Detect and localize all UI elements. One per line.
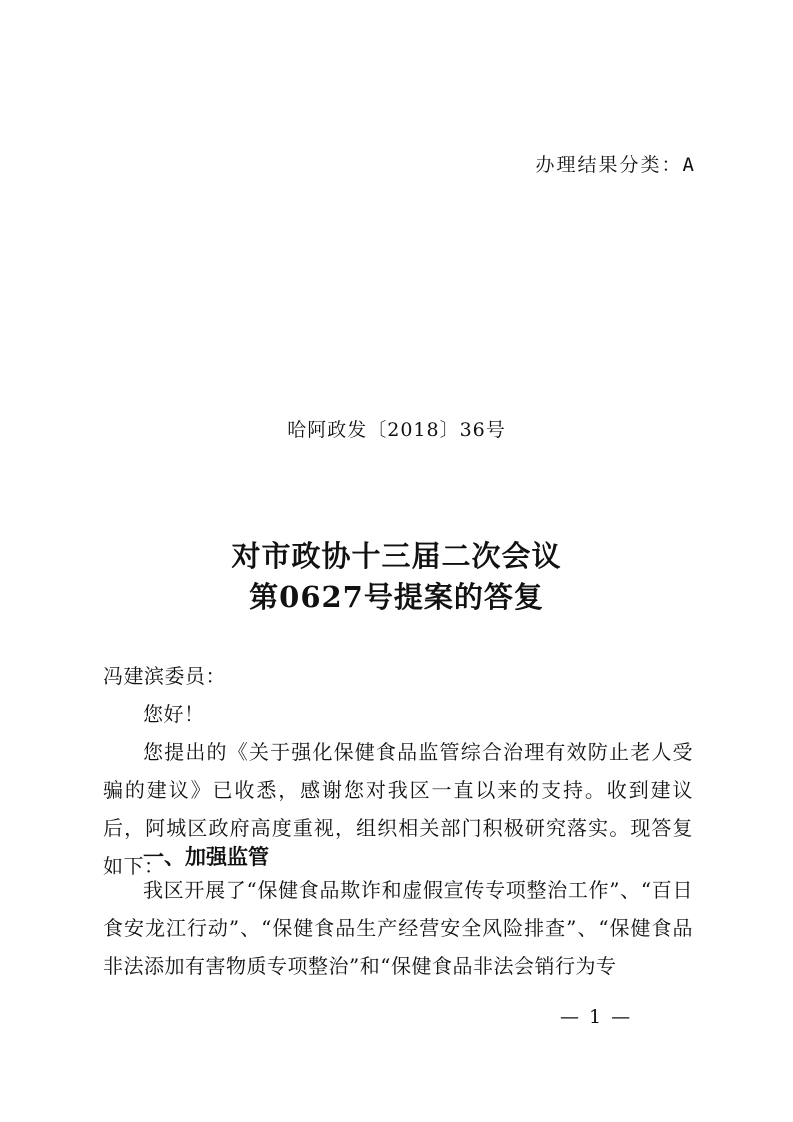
page-number: — 1 — (560, 1006, 633, 1028)
document-number: 哈阿政发〔2018〕36号 (287, 419, 506, 441)
document-title-line-1: 对市政协十三届二次会议 (231, 539, 562, 573)
result-classification: 办理结果分类：A (535, 154, 696, 176)
document-title-line-2: 第0627号提案的答复 (249, 580, 544, 614)
paragraph-section-1: 我区开展了“保健食品欺诈和虚假宣传专项整治工作”、“百日食安龙江行动”、“保健食品生产经营安全风险排查”、“保健食品非法添加有害物质专项整治”和“保健食品非法会销行为专 (103, 878, 693, 978)
salutation: 冯建滨委员： (103, 664, 226, 688)
section-heading-1: 一、加强监管 (143, 845, 269, 869)
paragraph-intro: 您提出的《关于强化保健食品监管综合治理有效防止老人受骗的建议》已收悉，感谢您对我区一直以来的支持。收到建议后，阿城区政府高度重视，组织相关部门积极研究落实。现答复如下： (103, 740, 693, 878)
greeting: 您好！ (143, 702, 205, 726)
